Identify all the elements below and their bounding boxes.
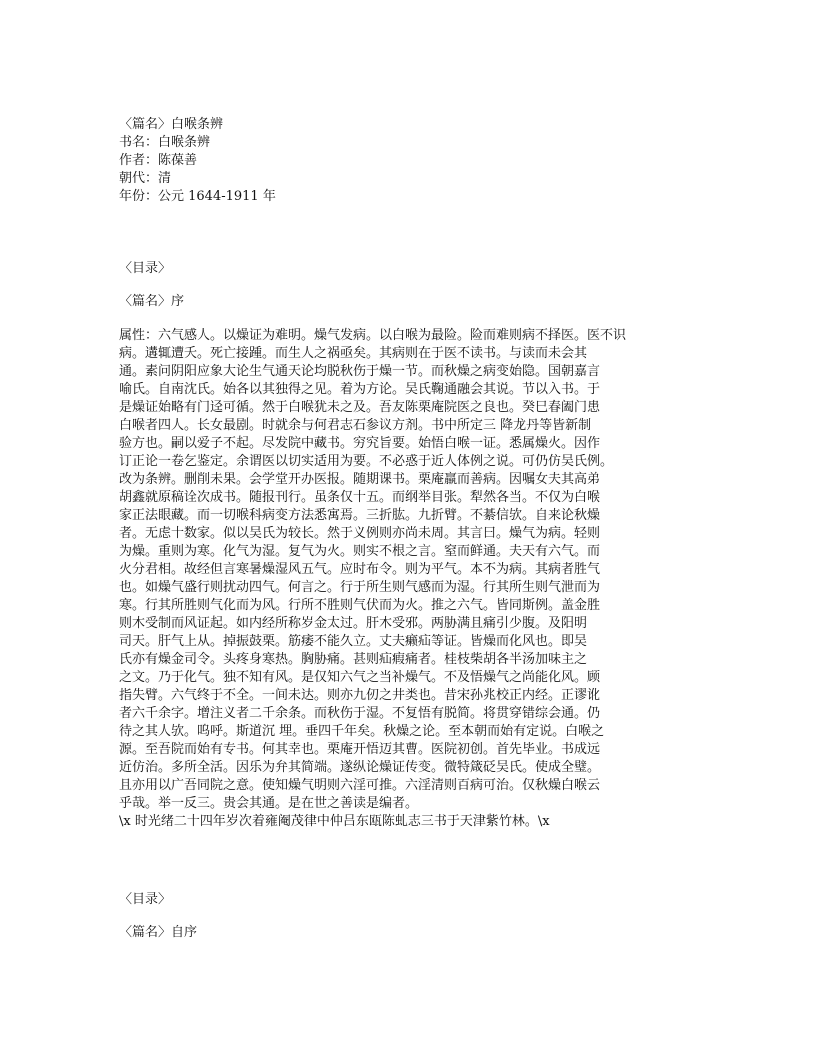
body-line: 改为条辨。删削未果。会学堂开办医报。随期课书。栗庵羸而善病。因嘱女夫其高弟: [119, 472, 601, 487]
toc-heading-2: 〈目录〉: [119, 892, 172, 907]
book-name: 书名：白喉条辨: [119, 135, 211, 150]
body-line: 之文。乃于化气。独不知有风。是仅知六气之当补燥气。不及悟燥气之尚能化风。顾: [119, 670, 601, 685]
body-line: 司天。肝气上从。掉振鼓栗。筋痿不能久立。丈夫癞疝等证。皆燥而化风也。即吴: [119, 634, 588, 649]
body-line: 订正论一卷乞鉴定。余谓医以切实适用为要。不必惑于近人体例之说。可仍仿吴氏例。: [119, 454, 614, 469]
body-line: 属性：六气感人。以燥证为难明。燥气发病。以白喉为最险。险而难则病不择医。医不识: [119, 328, 627, 343]
author: 作者：陈葆善: [119, 153, 198, 168]
title-line: 〈篇名〉白喉条辨: [119, 117, 224, 132]
body-line: 则木受制而风证起。如内经所称岁金太过。肝木受邪。两胁满且痛引少腹。及阳明: [119, 616, 588, 631]
body-line: 是燥证始略有门迳可循。然于白喉犹未之及。吾友陈栗庵院医之良也。癸巳春阖门患: [119, 400, 601, 415]
years: 年份：公元 1644-1911 年: [119, 189, 276, 204]
body-line: 为燥。重则为寒。化气为湿。复气为火。则实不根之言。窒而鲜通。夫天有六气。而: [119, 544, 601, 559]
body-line: 胡鑫就原稿诠次成书。随报刊行。虽条仅十五。而纲举目张。犁然各当。不仅为白喉: [119, 490, 601, 505]
body-line: 且亦用以广吾同院之意。使知燥气明则六淫可推。六淫清则百病可治。仅秋燥白喉云: [119, 778, 601, 793]
body-line: 氏亦有燥金司令。头疼身寒热。胸胁痛。甚则疝瘕痛者。桂枝柴胡各半汤加味主之: [119, 652, 588, 667]
body-line: 寒。行其所胜则气化而为风。行所不胜则气伏而为火。推之六气。皆同斯例。盖金胜: [119, 598, 601, 613]
toc-heading: 〈目录〉: [119, 261, 172, 276]
body-line: 喻氏。自南沈氏。始各以其独得之见。着为方论。吴氏鞠通融会其说。节以入书。于: [119, 382, 601, 397]
body-line: 通。素问阴阳应象大论生气通天论均脱秋伤于燥一节。而秋燥之病变始隐。国朝嘉言: [119, 364, 601, 379]
body-line: 者六千余字。增注义者二千余条。而秋伤于湿。不复悟有脱简。将贯穿错综会通。仍: [119, 706, 601, 721]
body-line: 源。至吾院而始有专书。何其幸也。栗庵开悟迈其曹。医院初创。首先毕业。书成远: [119, 742, 601, 757]
body-line: \x 时光绪二十四年岁次着雍阉茂律中仲吕东瓯陈虬志三书于天津紫竹林。\x: [119, 814, 550, 829]
section-title-preface: 〈篇名〉序: [119, 294, 185, 309]
document-page: [119, 116, 679, 942]
body-line: 乎哉。举一反三。贵会其通。是在世之善读是编者。: [119, 796, 419, 811]
body-line: 者。无虑十数家。似以吴氏为较长。然于义例则亦尚未周。其言曰。燥气为病。轻则: [119, 526, 601, 541]
section-title-self-preface: 〈篇名〉自序: [119, 925, 198, 940]
body-line: 家正法眼藏。而一切喉科病变方法悉寓焉。三折肱。九折臂。不綦信欤。自来论秋燥: [119, 508, 601, 523]
body-line: 也。如燥气盛行则扰动四气。何言之。行于所生则气感而为湿。行其所生则气泄而为: [119, 580, 601, 595]
dynasty: 朝代：清: [119, 171, 172, 186]
body-line: 近仿治。多所全活。因乐为弁其简端。遂纵论燥证传变。微特箴砭吴氏。使成全璧。: [119, 760, 601, 775]
body-line: 白喉者四人。长女最剧。时就余与何君志石参议方剂。书中所定三 降龙丹等皆新制: [119, 418, 592, 433]
body-line: 火分君相。故经但言寒暑燥湿风五气。应时布令。则为平气。本不为病。其病者胜气: [119, 562, 601, 577]
body-line: 病。遘辄遭夭。死亡接踵。而生人之祸亟矣。其病则在于医不读书。与读而未会其: [119, 346, 588, 361]
body-line: 验方也。嗣以爱子不起。尽发院中藏书。穷究旨要。始悟白喉一证。悉属燥火。因作: [119, 436, 601, 451]
preface-body: [119, 327, 679, 831]
body-line: 待之其人欤。呜呼。斯道沉 埋。垂四千年矣。秋燥之论。至本朝而始有定说。白喉之: [119, 724, 605, 739]
body-line: 指失臂。六气终于不全。一间未达。则亦九仞之井类也。昔宋孙兆校正内经。正谬讹: [119, 688, 601, 703]
